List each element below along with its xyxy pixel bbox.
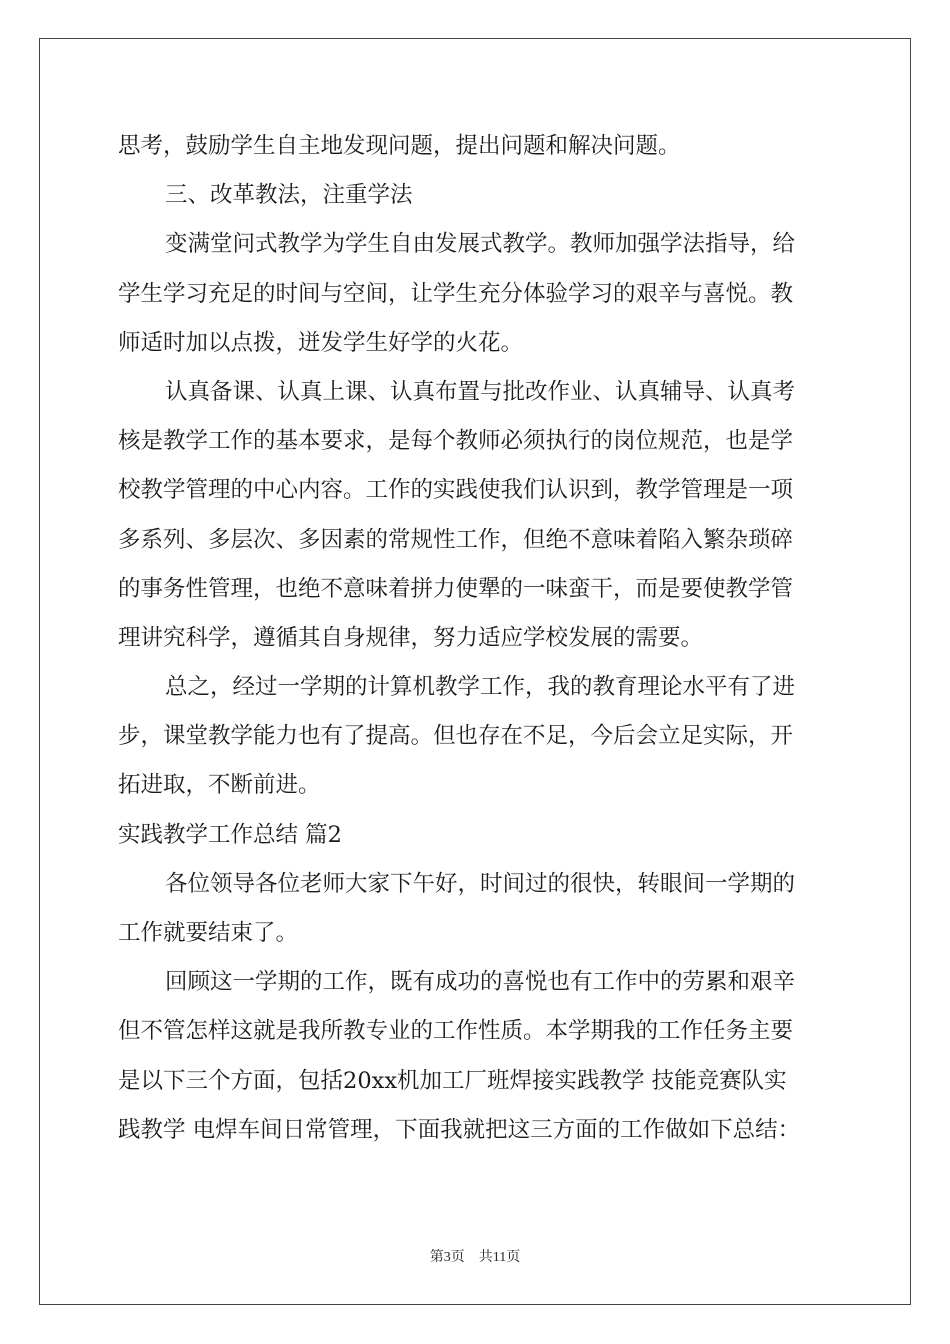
text-line: 理讲究科学，遵循其自身规律，努力适应学校发展的需要。 xyxy=(118,624,704,651)
article-title: 实践教学工作总结 篇2 xyxy=(118,821,342,848)
text-line: 思考，鼓励学生自主地发现问题，提出问题和解决问题。 xyxy=(118,133,681,159)
text-line: 核是教学工作的基本要求，是每个教师必须执行的岗位规范，也是学 xyxy=(118,428,794,455)
section-heading: 三、改革教法，注重学法 xyxy=(165,182,413,209)
text-line: 师适时加以点拨，迸发学生好学的火花。 xyxy=(118,329,524,356)
text-line: 多系列、多层次、多因素的常规性工作，但绝不意味着陷入繁杂琐碎 xyxy=(118,526,794,553)
text-line: 回顾这一学期的工作，既有成功的喜悦也有工作中的劳累和艰辛 xyxy=(165,969,796,996)
text-line: 校教学管理的中心内容。工作的实践使我们认识到，教学管理是一项 xyxy=(118,477,794,504)
text-line: 步，课堂教学能力也有了提高。但也存在不足，今后会立足实际，开 xyxy=(118,723,794,750)
text-line: 的事务性管理，也绝不意味着拼力使犟的一味蛮干，而是要使教学管 xyxy=(118,575,794,602)
page-footer xyxy=(0,1246,950,1266)
text-line: 但不管怎样这就是我所教专业的工作性质。本学期我的工作任务主要 xyxy=(118,1018,794,1045)
text-line: 是以下三个方面，包括20xx机加工厂班焊接实践教学 技能竞赛队实 xyxy=(118,1067,787,1094)
text-line: 变满堂问式教学为学生自由发展式教学。教师加强学法指导，给 xyxy=(165,231,796,258)
page-number: 第3页 xyxy=(429,1250,465,1265)
text-line: 践教学 电焊车间日常管理，下面我就把这三方面的工作做如下总结： xyxy=(118,1116,801,1143)
text-line: 拓进取，不断前进。 xyxy=(118,772,321,799)
text-line: 认真备课、认真上课、认真布置与批改作业、认真辅导、认真考 xyxy=(165,378,796,405)
document-body xyxy=(118,122,833,1155)
text-line: 总之，经过一学期的计算机教学工作，我的教育理论水平有了进 xyxy=(165,674,796,701)
text-line: 工作就要结束了。 xyxy=(118,920,299,946)
text-line: 学生学习充足的时间与空间，让学生充分体验学习的艰辛与喜悦。教 xyxy=(118,280,794,307)
text-line: 各位领导各位老师大家下午好，时间过的很快，转眼间一学期的 xyxy=(165,870,796,897)
page-total: 共11页 xyxy=(478,1250,521,1265)
